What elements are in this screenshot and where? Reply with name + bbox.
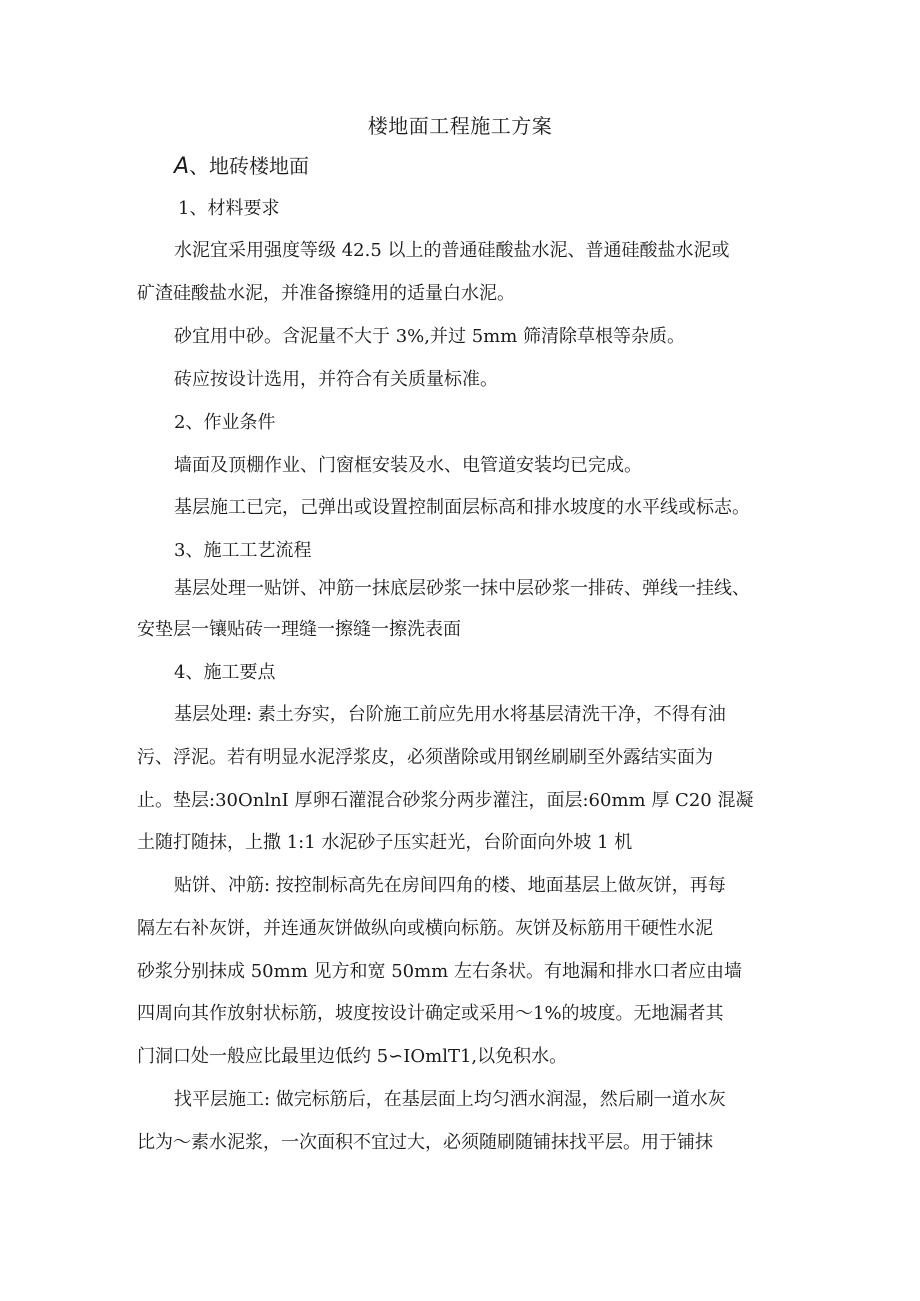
document-title: 楼地面工程施工方案 <box>367 114 553 138</box>
paragraph-line: 砂宜用中砂。含泥量不大于 3%,并过 5mm 筛清除草根等杂质。 <box>174 326 686 347</box>
paragraph-line: 找平层施工: 做完标筋后，在基层面上均匀洒水润湿，然后刷一道水灰 <box>174 1089 726 1110</box>
paragraph-line: 矿渣硅酸盐水泥，并准备擦缝用的适量白水泥。 <box>137 283 515 304</box>
paragraph-line: 墙面及顶棚作业、门窗框安装及水、电管道安装均已完成。 <box>174 455 642 476</box>
paragraph-line: 水泥宜采用强度等级 42.5 以上的普通硅酸盐水泥、普通硅酸盐水泥或 <box>174 240 730 261</box>
section-a-letter: A <box>174 154 190 179</box>
paragraph-line: 砂浆分别抹成 50mm 见方和宽 50mm 左右条状。有地漏和排水口者应由墙 <box>137 961 742 982</box>
paragraph-line: 污、浮泥。若有明显水泥浮浆皮，必须凿除或用钢丝刷刷至外露结实面为 <box>137 747 713 768</box>
paragraph-line: 基层处理一贴饼、冲筋一抹底层砂浆一抹中层砂浆一排砖、弹线一挂线、 <box>174 578 750 599</box>
paragraph-line: 基层施工已完，己弹出或设置控制面层标高和排水坡度的水平线或标志。 <box>174 497 750 518</box>
subheading-materials: 1、材料要求 <box>178 198 280 219</box>
subheading-conditions: 2、作业条件 <box>174 412 276 433</box>
subheading-process: 3、施工工艺流程 <box>174 540 312 561</box>
paragraph-line: 基层处理: 素土夯实，台阶施工前应先用水将基层清洗干净，不得有油 <box>174 704 726 725</box>
paragraph-line: 比为～素水泥浆，一次面积不宜过大，必须随刷随铺抹找平层。用于铺抹 <box>137 1132 713 1153</box>
section-a-text: 、地砖楼地面 <box>189 154 310 178</box>
paragraph-line: 砖应按设计选用，并符合有关质量标准。 <box>174 369 498 390</box>
paragraph-line: 门洞口处一般应比最里边低约 5∽IOmlT1,以免积水。 <box>137 1046 568 1067</box>
section-a-heading <box>174 152 309 181</box>
paragraph-line: 土随打随抹，上撒 1:1 水泥砂子压实赶光，台阶面向外坡 1 机 <box>137 832 633 853</box>
paragraph-line: 安垫层一镶贴砖一理缝一擦缝一擦洗表面 <box>137 619 461 640</box>
paragraph-line: 四周向其作放射状标筋，坡度按设计确定或采用～1%的坡度。无地漏者其 <box>137 1003 724 1024</box>
paragraph-line: 隔左右补灰饼，并连通灰饼做纵向或横向标筋。灰饼及标筋用干硬性水泥 <box>137 918 713 939</box>
subheading-key-points: 4、施工要点 <box>174 662 276 683</box>
paragraph-line: 贴饼、冲筋: 按控制标高先在房间四角的楼、地面基层上做灰饼，再每 <box>174 875 726 896</box>
paragraph-line: 止。垫层:30OnlnI 厚卵石灌混合砂浆分两步灌注，面层:60mm 厚 C20 混凝 <box>137 790 754 811</box>
